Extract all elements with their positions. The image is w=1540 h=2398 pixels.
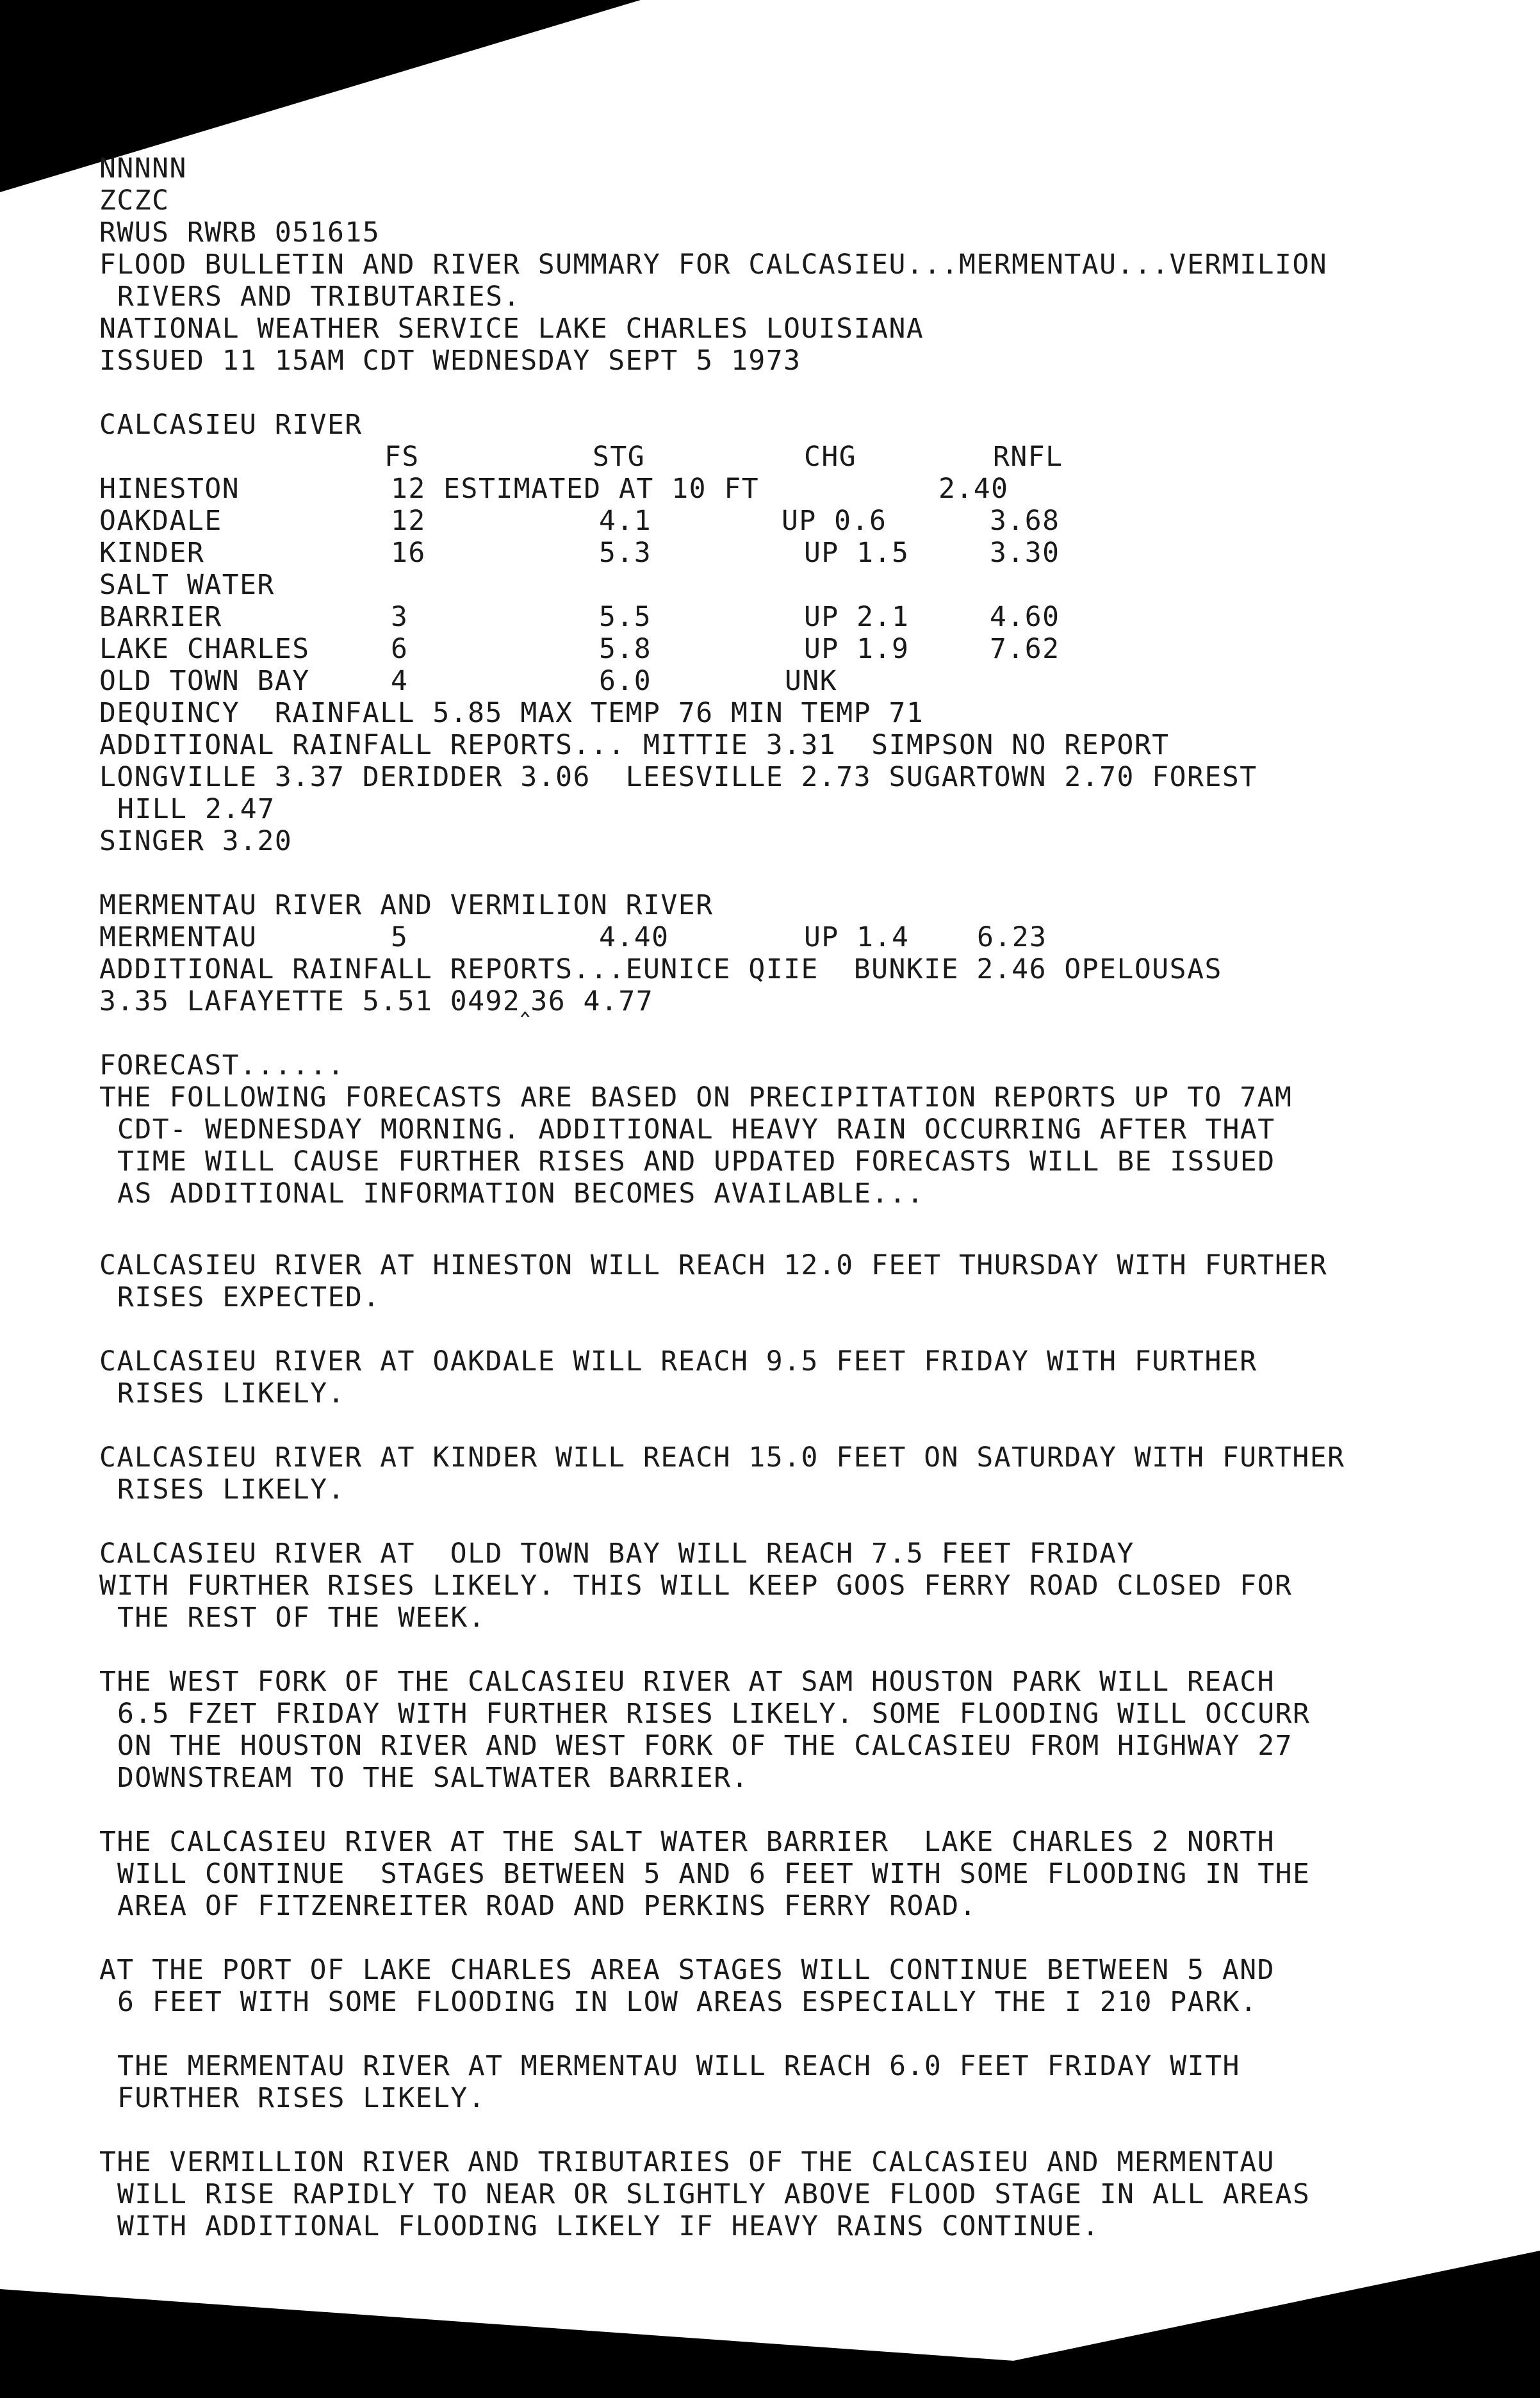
- scan-dark-corner-bottom-right: [835, 2251, 1540, 2398]
- station-rnfl: 7.62: [990, 633, 1060, 665]
- scan-dark-corner-top: [0, 0, 641, 192]
- station-rnfl: 4.60: [990, 601, 1060, 633]
- bulletin-title-cont: RIVERS AND TRIBUTARIES.: [117, 281, 521, 313]
- forecast-title: FORECAST......: [99, 1049, 345, 1081]
- station-stg: 5.3: [599, 537, 652, 569]
- station-stg: 4.40: [599, 921, 669, 953]
- issue-time: ISSUED 11 15AM CDT WEDNESDAY SEPT 5 1973: [99, 345, 801, 377]
- station-fs: 12: [391, 505, 426, 537]
- station-name: HINESTON: [99, 473, 240, 505]
- forecast-para-2: CALCASIEU RIVER AT HINESTON WILL REACH 12.0 FEET THURSDAY WITH FURTHER: [99, 1249, 1328, 1281]
- station-stg: 6.0: [599, 665, 652, 697]
- forecast-para-7: AREA OF FITZENREITER ROAD AND PERKINS FERRY ROAD.: [117, 1890, 978, 1922]
- bulletin-title: FLOOD BULLETIN AND RIVER SUMMARY FOR CALCASIEU...MERMENTAU...VERMILION: [99, 249, 1328, 281]
- col-header-fs: FS: [384, 441, 420, 473]
- additional-rainfall: 3.35 LAFAYETTE 5.51 0492‸36 4.77: [99, 985, 654, 1017]
- station-fs: 5: [391, 921, 409, 953]
- station-chg: UP 1.9: [804, 633, 910, 665]
- station-chg: UP 2.1: [804, 601, 910, 633]
- station-rnfl: 3.68: [990, 505, 1060, 537]
- station-name: OLD TOWN BAY: [99, 665, 310, 697]
- forecast-para-1: CDT- WEDNESDAY MORNING. ADDITIONAL HEAVY RAIN OCCURRING AFTER THAT: [117, 1113, 1275, 1146]
- forecast-para-3: CALCASIEU RIVER AT OAKDALE WILL REACH 9.5 FEET FRIDAY WITH FURTHER: [99, 1345, 1257, 1377]
- forecast-para-6: 6.5 FZET FRIDAY WITH FURTHER RISES LIKELY. SOME FLOODING WILL OCCURR: [117, 1698, 1311, 1730]
- additional-rainfall: ADDITIONAL RAINFALL REPORTS... MITTIE 3.31 SIMPSON NO REPORT: [99, 729, 1170, 761]
- forecast-para-10: WILL RISE RAPIDLY TO NEAR OR SLIGHTLY ABOVE FLOOD STAGE IN ALL AREAS: [117, 2178, 1311, 2210]
- station-chg: UP 0.6: [782, 505, 887, 537]
- header-line-1: NNNNN: [99, 152, 187, 185]
- forecast-para-1: THE FOLLOWING FORECASTS ARE BASED ON PRECIPITATION REPORTS UP TO 7AM: [99, 1081, 1293, 1113]
- forecast-para-5: CALCASIEU RIVER AT OLD TOWN BAY WILL REACH 7.5 FEET FRIDAY: [99, 1538, 1135, 1570]
- section-title-calcasieu: CALCASIEU RIVER: [99, 409, 363, 441]
- forecast-para-7: THE CALCASIEU RIVER AT THE SALT WATER BARRIER LAKE CHARLES 2 NORTH: [99, 1826, 1275, 1858]
- dequincy-report: DEQUINCY RAINFALL 5.85 MAX TEMP 76 MIN TEMP 71: [99, 697, 924, 729]
- station-name: MERMENTAU: [99, 921, 258, 953]
- station-name: LAKE CHARLES: [99, 633, 310, 665]
- station-fs: 4: [391, 665, 409, 697]
- station-stg: 5.8: [599, 633, 652, 665]
- col-header-rnfl: RNFL: [993, 441, 1063, 473]
- issuing-office: NATIONAL WEATHER SERVICE LAKE CHARLES LOUISIANA: [99, 313, 924, 345]
- station-fs: 16: [391, 537, 426, 569]
- additional-rainfall: HILL 2.47: [117, 793, 275, 825]
- forecast-para-8: 6 FEET WITH SOME FLOODING IN LOW AREAS ESPECIALLY THE I 210 PARK.: [117, 1986, 1258, 2018]
- forecast-para-6: THE WEST FORK OF THE CALCASIEU RIVER AT SAM HOUSTON PARK WILL REACH: [99, 1666, 1275, 1698]
- forecast-para-10: THE VERMILLION RIVER AND TRIBUTARIES OF THE CALCASIEU AND MERMENTAU: [99, 2146, 1275, 2178]
- forecast-para-7: WILL CONTINUE STAGES BETWEEN 5 AND 6 FEET WITH SOME FLOODING IN THE: [117, 1858, 1311, 1890]
- station-note: 12 ESTIMATED AT 10 FT: [391, 473, 760, 505]
- station-chg: UNK: [785, 665, 838, 697]
- station-stg: 4.1: [599, 505, 652, 537]
- forecast-para-3: RISES LIKELY.: [117, 1377, 346, 1409]
- station-name: OAKDALE: [99, 505, 222, 537]
- station-chg: UP 1.5: [804, 537, 910, 569]
- station-fs: 6: [391, 633, 409, 665]
- station-stg: 5.5: [599, 601, 652, 633]
- forecast-para-4: RISES LIKELY.: [117, 1474, 346, 1506]
- forecast-para-9: FURTHER RISES LIKELY.: [117, 2082, 486, 2114]
- station-chg: UP 1.4: [804, 921, 910, 953]
- forecast-para-6: DOWNSTREAM TO THE SALTWATER BARRIER.: [117, 1762, 749, 1794]
- header-line-2: ZCZC: [99, 185, 170, 217]
- col-header-stg: STG: [593, 441, 646, 473]
- forecast-para-5: THE REST OF THE WEEK.: [117, 1602, 486, 1634]
- station-rnfl: 2.40: [938, 473, 1009, 505]
- station-name: BARRIER: [99, 601, 222, 633]
- station-rnfl: 6.23: [977, 921, 1047, 953]
- section-title-mermentau: MERMENTAU RIVER AND VERMILION RIVER: [99, 889, 714, 921]
- additional-rainfall: ADDITIONAL RAINFALL REPORTS...EUNICE QIIE BUNKIE 2.46 OPELOUSAS: [99, 953, 1222, 985]
- station-name: KINDER: [99, 537, 205, 569]
- header-line-3: RWUS RWRB 051615: [99, 217, 381, 249]
- col-header-chg: CHG: [804, 441, 857, 473]
- forecast-para-9: THE MERMENTAU RIVER AT MERMENTAU WILL REACH 6.0 FEET FRIDAY WITH: [117, 2050, 1240, 2082]
- forecast-para-10: WITH ADDITIONAL FLOODING LIKELY IF HEAVY RAINS CONTINUE.: [117, 2210, 1100, 2242]
- forecast-para-1: AS ADDITIONAL INFORMATION BECOMES AVAILABLE...: [117, 1178, 924, 1210]
- additional-rainfall: LONGVILLE 3.37 DERIDDER 3.06 LEESVILLE 2.73 SUGARTOWN 2.70 FOREST: [99, 761, 1257, 793]
- additional-rainfall: SINGER 3.20: [99, 825, 293, 857]
- station-fs: 3: [391, 601, 409, 633]
- forecast-para-6: ON THE HOUSTON RIVER AND WEST FORK OF THE CALCASIEU FROM HIGHWAY 27: [117, 1730, 1293, 1762]
- forecast-para-4: CALCASIEU RIVER AT KINDER WILL REACH 15.0 FEET ON SATURDAY WITH FURTHER: [99, 1441, 1345, 1474]
- forecast-para-5: WITH FURTHER RISES LIKELY. THIS WILL KEEP GOOS FERRY ROAD CLOSED FOR: [99, 1570, 1293, 1602]
- station-rnfl: 3.30: [990, 537, 1060, 569]
- station-name: SALT WATER: [99, 569, 275, 601]
- forecast-para-1: TIME WILL CAUSE FURTHER RISES AND UPDATED FORECASTS WILL BE ISSUED: [117, 1146, 1275, 1178]
- forecast-para-2: RISES EXPECTED.: [117, 1281, 381, 1313]
- forecast-para-8: AT THE PORT OF LAKE CHARLES AREA STAGES WILL CONTINUE BETWEEN 5 AND: [99, 1954, 1275, 1986]
